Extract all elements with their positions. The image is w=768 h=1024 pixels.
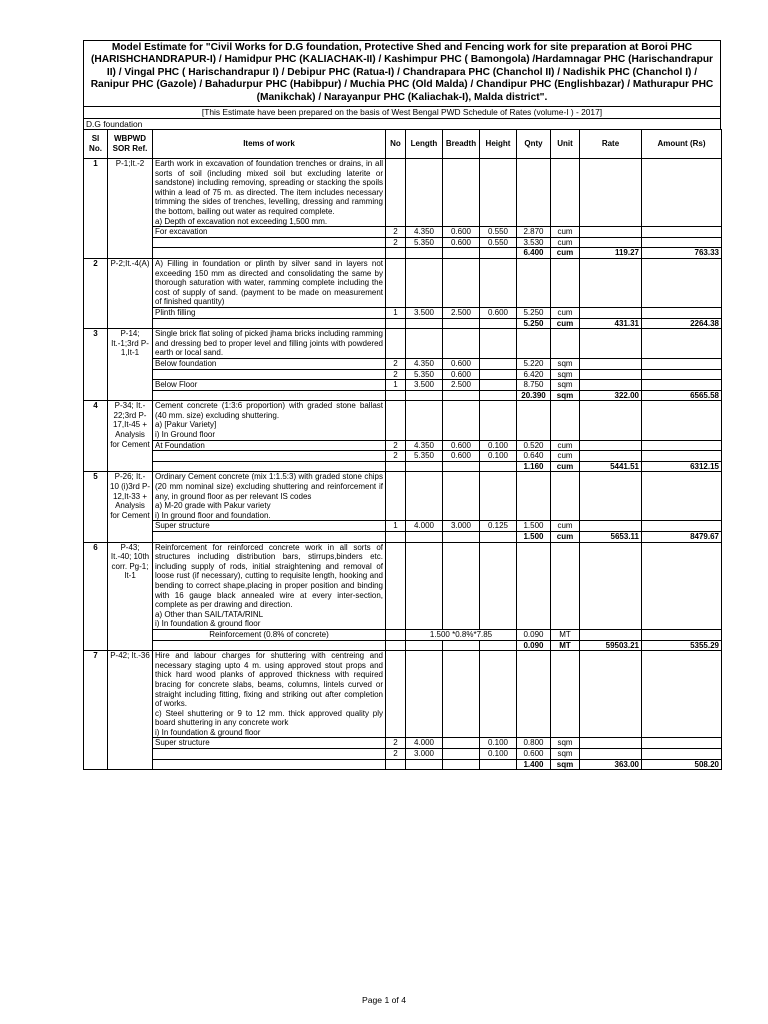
empty-cell: [580, 629, 642, 640]
measurement-no: 2: [386, 227, 406, 238]
measurement-length: 4.350: [406, 440, 443, 451]
empty-cell: [386, 759, 406, 770]
empty-cell: [480, 759, 517, 770]
item-rate: 5653.11: [580, 532, 642, 543]
measurement-unit: sqm: [551, 369, 580, 380]
empty-cell: [580, 358, 642, 369]
measurement-no: 1: [386, 380, 406, 391]
document-title: Model Estimate for "Civil Works for D.G foundation, Protective Shed and Fencing work for site preparation at Boroi PHC (HARISHCHANDRAPUR-I) / Hamidpur PHC (KALIACHAK-II) / Kashimpur PHC ( Bamongola) /Hardamnagar PHC (Harischandrapur II) / Vingal PHC ( Harischandrapur I) / Debipur PHC (Ratua-I) / Chandrapara PHC (Chanchol II) / Nadishik PHC (Chanchol I) / Ranipur PHC (Gazole) / Bahadurpur PHC (Habibpur) / Muchia PHC (Old Malda) / Chandipur PHC (Englishbazar) / Mathurapur PHC (Manikchak) / Narayanpur PHC (Kaliachak-I), Malda district".: [83, 40, 721, 106]
empty-cell: [551, 401, 580, 440]
item-rate: 119.27: [580, 248, 642, 259]
item-amount: 6312.15: [642, 461, 722, 472]
empty-cell: [443, 651, 480, 738]
item-total-row: [84, 318, 722, 329]
empty-cell: [580, 451, 642, 462]
total-qnty: 0.090: [517, 640, 551, 651]
measurement-height: 0.550: [480, 237, 517, 248]
empty-cell: [642, 738, 722, 749]
total-unit: cum: [551, 248, 580, 259]
item-row: [84, 472, 722, 521]
item-sor-ref: P-1;It.-2: [108, 159, 153, 259]
total-unit: MT: [551, 640, 580, 651]
empty-cell: [443, 759, 480, 770]
measurement-breadth: 0.600: [443, 451, 480, 462]
empty-cell: [580, 738, 642, 749]
measurement-height: [480, 358, 517, 369]
item-description: Earth work in excavation of foundation trenches or drains, in all sorts of soil (including mixed soil but excluding laterite or sandstone) including removing, spreading or stacking the spoils within a lead of 75 m. as directed. The item includes necessary trimming the sides of trenches, levelling, dressing and ramming the bottom, bailing out water as required complete. a) Depth of excavation not exceeding 1,500 mm.: [153, 159, 386, 227]
empty-cell: [480, 248, 517, 259]
measurement-row: [84, 440, 722, 451]
item-sor-ref: P-14; It.-1;3rd P-1,It-1: [108, 329, 153, 401]
empty-cell: [580, 651, 642, 738]
measurement-qnty: 0.090: [517, 629, 551, 640]
header-items-of-work: Items of work: [153, 130, 386, 159]
item-rate: 59503.21: [580, 640, 642, 651]
measurement-breadth: 0.600: [443, 227, 480, 238]
estimate-sheet: [83, 40, 721, 770]
measurement-no: 1: [386, 307, 406, 318]
total-qnty: 1.400: [517, 759, 551, 770]
empty-cell: [551, 472, 580, 521]
measurement-height: 0.100: [480, 749, 517, 760]
total-qnty: 5.250: [517, 318, 551, 329]
header-height: Height: [480, 130, 517, 159]
empty-cell: [580, 440, 642, 451]
empty-cell: [406, 159, 443, 227]
empty-cell: [443, 640, 480, 651]
item-total-row: [84, 461, 722, 472]
measurement-row: [84, 738, 722, 749]
empty-cell: [580, 521, 642, 532]
empty-cell: [443, 390, 480, 401]
empty-cell: [386, 629, 406, 640]
total-qnty: 1.500: [517, 532, 551, 543]
total-qnty: 6.400: [517, 248, 551, 259]
item-description: Cement concrete (1:3:6 proportion) with graded stone ballast (40 mm. size) excluding shuttering. a) [Pakur Variety] i) In Ground floor: [153, 401, 386, 440]
header-unit: Unit: [551, 130, 580, 159]
empty-cell: [406, 640, 443, 651]
measurement-unit: cum: [551, 237, 580, 248]
measurement-length: 5.350: [406, 451, 443, 462]
measurement-label: Super structure: [153, 738, 386, 749]
empty-cell: [517, 651, 551, 738]
empty-cell: [153, 390, 386, 401]
measurement-height: 0.100: [480, 451, 517, 462]
measurement-row: [84, 307, 722, 318]
empty-cell: [642, 472, 722, 521]
total-unit: cum: [551, 318, 580, 329]
measurement-row: [84, 380, 722, 391]
measurement-no: 2: [386, 738, 406, 749]
measurement-unit: sqm: [551, 749, 580, 760]
measurement-qnty: 1.500: [517, 521, 551, 532]
item-sl-no: 5: [84, 472, 108, 542]
measurement-length: 5.350: [406, 237, 443, 248]
measurement-label: For excavation: [153, 227, 386, 238]
measurement-label: Below foundation: [153, 358, 386, 369]
total-unit: cum: [551, 461, 580, 472]
measurement-height: [480, 369, 517, 380]
empty-cell: [580, 227, 642, 238]
measurement-unit: cum: [551, 451, 580, 462]
item-total-row: [84, 759, 722, 770]
measurement-row: [84, 451, 722, 462]
empty-cell: [406, 759, 443, 770]
measurement-qnty: 6.420: [517, 369, 551, 380]
empty-cell: [517, 329, 551, 359]
empty-cell: [406, 401, 443, 440]
measurement-no: 2: [386, 369, 406, 380]
measurement-no: 1: [386, 521, 406, 532]
measurement-unit: MT: [551, 629, 580, 640]
measurement-label: Below Floor: [153, 380, 386, 391]
item-amount: 763.33: [642, 248, 722, 259]
measurement-breadth: 2.500: [443, 307, 480, 318]
empty-cell: [386, 640, 406, 651]
empty-cell: [580, 159, 642, 227]
measurement-breadth: [443, 749, 480, 760]
item-row: [84, 258, 722, 307]
measurement-row: [84, 521, 722, 532]
measurement-no: 2: [386, 440, 406, 451]
measurement-height: 0.125: [480, 521, 517, 532]
empty-cell: [386, 542, 406, 629]
item-total-row: [84, 532, 722, 543]
item-sor-ref: P-2;It.-4(A): [108, 258, 153, 328]
header-length: Length: [406, 130, 443, 159]
item-rate: 5441.51: [580, 461, 642, 472]
measurement-unit: cum: [551, 521, 580, 532]
measurement-length: 4.350: [406, 358, 443, 369]
item-rate: 431.31: [580, 318, 642, 329]
item-sl-no: 6: [84, 542, 108, 651]
item-amount: 2264.38: [642, 318, 722, 329]
empty-cell: [580, 237, 642, 248]
measurement-no: 2: [386, 749, 406, 760]
empty-cell: [517, 258, 551, 307]
total-unit: sqm: [551, 390, 580, 401]
empty-cell: [580, 329, 642, 359]
item-row: [84, 542, 722, 629]
empty-cell: [517, 542, 551, 629]
measurement-label: Plinth filling: [153, 307, 386, 318]
empty-cell: [517, 159, 551, 227]
measurement-unit: sqm: [551, 738, 580, 749]
item-sl-no: 1: [84, 159, 108, 259]
item-row: [84, 651, 722, 738]
item-row: [84, 329, 722, 359]
item-total-row: [84, 248, 722, 259]
empty-cell: [642, 451, 722, 462]
header-sor-ref: WBPWD SOR Ref.: [108, 130, 153, 159]
measurement-qnty: 2.870: [517, 227, 551, 238]
measurement-label: Super structure: [153, 521, 386, 532]
empty-cell: [551, 159, 580, 227]
empty-cell: [642, 237, 722, 248]
measurement-row: [84, 237, 722, 248]
empty-cell: [517, 401, 551, 440]
item-rate: 322.00: [580, 390, 642, 401]
empty-cell: [386, 318, 406, 329]
measurement-height: 0.600: [480, 307, 517, 318]
measurement-unit: cum: [551, 307, 580, 318]
item-total-row: [84, 640, 722, 651]
empty-cell: [406, 651, 443, 738]
empty-cell: [406, 329, 443, 359]
measurement-label: [153, 369, 386, 380]
measurement-row: [84, 358, 722, 369]
empty-cell: [580, 749, 642, 760]
measurement-height: 0.100: [480, 738, 517, 749]
empty-cell: [406, 318, 443, 329]
measurement-row: [84, 369, 722, 380]
empty-cell: [480, 640, 517, 651]
measurement-length: 5.350: [406, 369, 443, 380]
empty-cell: [551, 651, 580, 738]
measurement-qnty: 0.640: [517, 451, 551, 462]
measurement-label: [153, 237, 386, 248]
empty-cell: [580, 369, 642, 380]
header-sl-no: Sl No.: [84, 130, 108, 159]
total-unit: cum: [551, 532, 580, 543]
measurement-qnty: 5.250: [517, 307, 551, 318]
total-qnty: 20.390: [517, 390, 551, 401]
item-sl-no: 3: [84, 329, 108, 401]
empty-cell: [153, 532, 386, 543]
measurement-qnty: 0.800: [517, 738, 551, 749]
item-amount: 6565.58: [642, 390, 722, 401]
empty-cell: [642, 629, 722, 640]
measurement-height: 0.100: [480, 440, 517, 451]
item-sl-no: 7: [84, 651, 108, 770]
empty-cell: [443, 248, 480, 259]
empty-cell: [406, 472, 443, 521]
empty-cell: [480, 159, 517, 227]
item-description: Hire and labour charges for shuttering with centreing and necessary staging upto 4 m. using approved stout props and thick hard wood planks of approved thickness with required bracing for concrete slabs, beams, columns, lintels curved or straight including fitting, fixing and striking out after completion of works. c) Steel shuttering or 9 to 12 mm. thick approved quality ply board shuttering in any concrete work i) In foundation & ground floor: [153, 651, 386, 738]
empty-cell: [406, 532, 443, 543]
empty-cell: [480, 258, 517, 307]
item-total-row: [84, 390, 722, 401]
item-sor-ref: P-42; It.-36: [108, 651, 153, 770]
measurement-qnty: 0.600: [517, 749, 551, 760]
empty-cell: [480, 390, 517, 401]
measurement-breadth: 0.600: [443, 440, 480, 451]
measurement-breadth: 0.600: [443, 369, 480, 380]
empty-cell: [642, 440, 722, 451]
header-amount: Amount (Rs): [642, 130, 722, 159]
measurement-qnty: 5.220: [517, 358, 551, 369]
empty-cell: [580, 542, 642, 629]
item-amount: 8479.67: [642, 532, 722, 543]
total-qnty: 1.160: [517, 461, 551, 472]
item-row: [84, 159, 722, 227]
empty-cell: [386, 248, 406, 259]
measurement-unit: cum: [551, 227, 580, 238]
empty-cell: [642, 380, 722, 391]
section-label: D.G foundation: [83, 118, 721, 129]
empty-cell: [642, 329, 722, 359]
empty-cell: [406, 248, 443, 259]
header-qnty: Qnty: [517, 130, 551, 159]
empty-cell: [443, 401, 480, 440]
measurement-formula: 1.500 *0.8%*7.85: [406, 629, 517, 640]
empty-cell: [642, 521, 722, 532]
empty-cell: [580, 258, 642, 307]
measurement-label: At Foundation: [153, 440, 386, 451]
empty-cell: [480, 542, 517, 629]
empty-cell: [443, 542, 480, 629]
empty-cell: [480, 461, 517, 472]
item-amount: 5355.29: [642, 640, 722, 651]
item-sor-ref: P-43; It.-40; 10th corr. Pg-1; It-1: [108, 542, 153, 651]
empty-cell: [443, 532, 480, 543]
item-row: [84, 401, 722, 440]
measurement-unit: sqm: [551, 380, 580, 391]
measurement-breadth: 0.600: [443, 237, 480, 248]
header-breadth: Breadth: [443, 130, 480, 159]
empty-cell: [580, 380, 642, 391]
estimate-table: [83, 129, 722, 770]
empty-cell: [480, 472, 517, 521]
empty-cell: [406, 390, 443, 401]
item-sor-ref: P-26; It.- 10 (i)3rd P-12,It-33 + Analysis for Cement: [108, 472, 153, 542]
empty-cell: [443, 318, 480, 329]
empty-cell: [153, 461, 386, 472]
measurement-length: 3.000: [406, 749, 443, 760]
measurement-no: 2: [386, 237, 406, 248]
empty-cell: [153, 759, 386, 770]
empty-cell: [386, 532, 406, 543]
header-rate: Rate: [580, 130, 642, 159]
measurement-breadth: [443, 738, 480, 749]
header-no: No: [386, 130, 406, 159]
empty-cell: [443, 159, 480, 227]
empty-cell: [480, 532, 517, 543]
measurement-unit: sqm: [551, 358, 580, 369]
empty-cell: [551, 258, 580, 307]
measurement-qnty: 3.530: [517, 237, 551, 248]
measurement-breadth: 3.000: [443, 521, 480, 532]
item-sl-no: 2: [84, 258, 108, 328]
empty-cell: [386, 461, 406, 472]
page-footer: Page 1 of 4: [362, 995, 406, 1005]
measurement-height: 0.550: [480, 227, 517, 238]
measurement-qnty: 8.750: [517, 380, 551, 391]
empty-cell: [153, 248, 386, 259]
empty-cell: [480, 329, 517, 359]
empty-cell: [642, 542, 722, 629]
empty-cell: [153, 318, 386, 329]
estimate-basis-note: [This Estimate have been prepared on the basis of West Bengal PWD Schedule of Rates (volume-I ) - 2017]: [83, 106, 721, 118]
empty-cell: [386, 651, 406, 738]
empty-cell: [386, 390, 406, 401]
item-description: Ordinary Cement concrete (mix 1:1.5:3) with graded stone chips (20 mm nominal size) excluding shuttering and reinforcement if any, in ground floor as per relevant IS codes a) M-20 grade with Pakur variety i) In ground floor and foundation.: [153, 472, 386, 521]
measurement-row: [84, 749, 722, 760]
empty-cell: [480, 401, 517, 440]
empty-cell: [517, 472, 551, 521]
measurement-row: [84, 227, 722, 238]
empty-cell: [642, 227, 722, 238]
estimate-table-body: [84, 159, 722, 770]
item-rate: 363.00: [580, 759, 642, 770]
item-amount: 508.20: [642, 759, 722, 770]
empty-cell: [406, 258, 443, 307]
measurement-length: 4.000: [406, 738, 443, 749]
measurement-breadth: 0.600: [443, 358, 480, 369]
empty-cell: [386, 258, 406, 307]
empty-cell: [580, 401, 642, 440]
measurement-label: [153, 451, 386, 462]
measurement-length: 4.350: [406, 227, 443, 238]
empty-cell: [406, 461, 443, 472]
empty-cell: [480, 651, 517, 738]
item-description: A) Filling in foundation or plinth by silver sand in layers not exceeding 150 mm as directed and consolidating the same by thorough saturation with water, ramming complete including the cost of supply of sand. (payment to be made on measurement of finished quantity): [153, 258, 386, 307]
empty-cell: [480, 318, 517, 329]
measurement-height: [480, 380, 517, 391]
empty-cell: [443, 329, 480, 359]
measurement-qnty: 0.520: [517, 440, 551, 451]
empty-cell: [386, 159, 406, 227]
measurement-unit: cum: [551, 440, 580, 451]
empty-cell: [386, 472, 406, 521]
measurement-no: 2: [386, 451, 406, 462]
item-description: Single brick flat soling of picked jhama bricks including ramming and dressing bed to proper level and filling joints with powdered earth or local sand.: [153, 329, 386, 359]
empty-cell: [642, 749, 722, 760]
empty-cell: [153, 640, 386, 651]
table-header-row: [84, 130, 722, 159]
empty-cell: [443, 461, 480, 472]
measurement-label: [153, 749, 386, 760]
empty-cell: [642, 358, 722, 369]
empty-cell: [406, 542, 443, 629]
measurement-length: 3.500: [406, 380, 443, 391]
empty-cell: [642, 401, 722, 440]
empty-cell: [642, 159, 722, 227]
measurement-breadth: 2.500: [443, 380, 480, 391]
empty-cell: [551, 329, 580, 359]
item-description: Reinforcement for reinforced concrete work in all sorts of structures including distribution bars, stirrups,binders etc. including supply of rods, initial straightening and removal of loose rust (if necessary), cutting to requisite length, hooking and bending to correct shape,placing in proper position and binding with 16 gauge black annealed wire at every inter-section, complete as per drawing and direction. a) Other than SAIL/TATA/RINL i) In foundation & ground floor: [153, 542, 386, 629]
empty-cell: [386, 329, 406, 359]
item-sl-no: 4: [84, 401, 108, 472]
measurement-row: [84, 629, 722, 640]
empty-cell: [642, 369, 722, 380]
measurement-label: Reinforcement (0.8% of concrete): [153, 629, 386, 640]
empty-cell: [580, 307, 642, 318]
measurement-length: 3.500: [406, 307, 443, 318]
empty-cell: [551, 542, 580, 629]
empty-cell: [443, 258, 480, 307]
empty-cell: [642, 307, 722, 318]
empty-cell: [642, 651, 722, 738]
empty-cell: [386, 401, 406, 440]
total-unit: sqm: [551, 759, 580, 770]
empty-cell: [580, 472, 642, 521]
item-sor-ref: P-34; It.- 22;3rd P-17,It-45 + Analysis for Cement: [108, 401, 153, 472]
measurement-no: 2: [386, 358, 406, 369]
empty-cell: [443, 472, 480, 521]
measurement-length: 4.000: [406, 521, 443, 532]
empty-cell: [642, 258, 722, 307]
